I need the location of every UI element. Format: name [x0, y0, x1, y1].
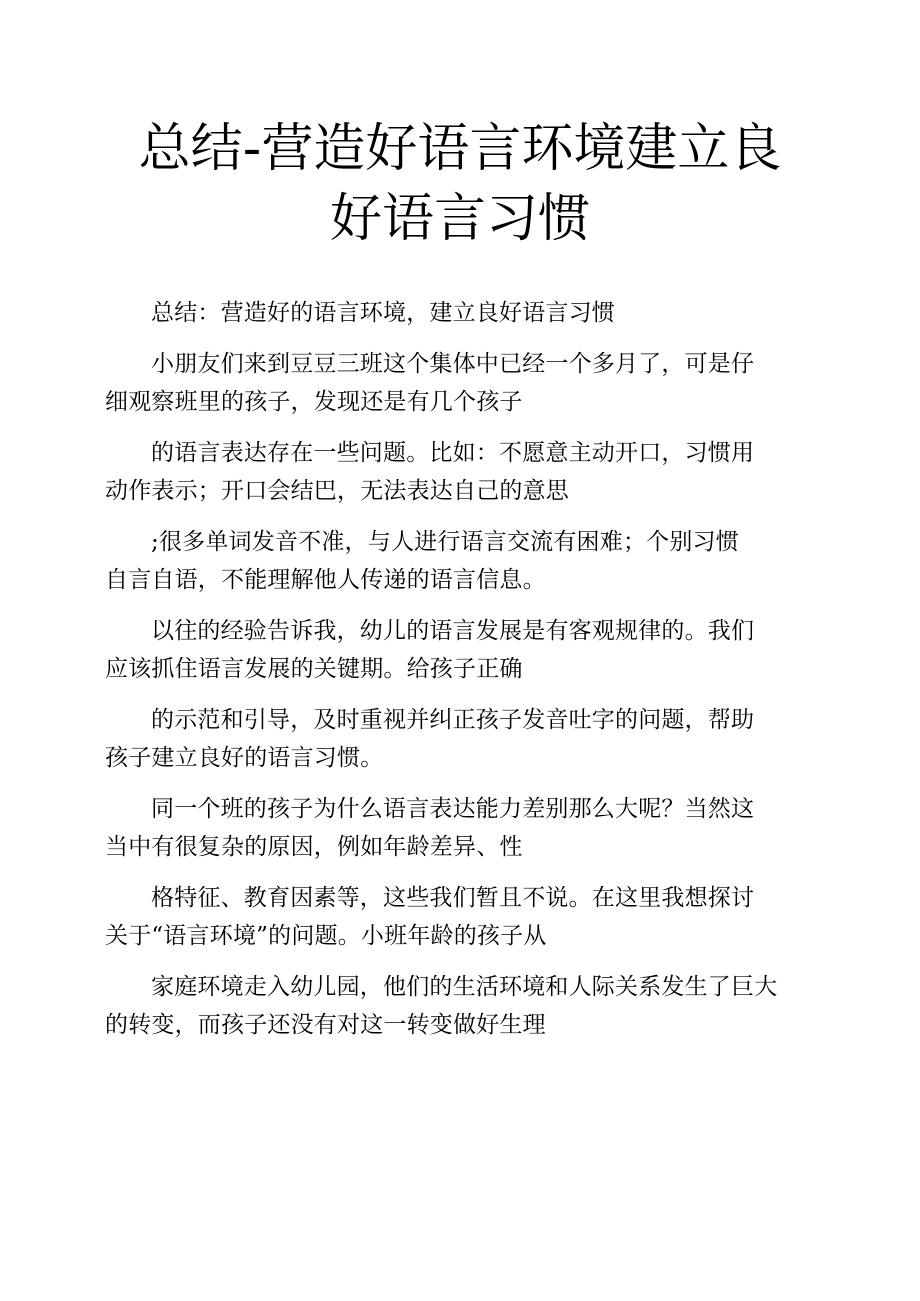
paragraph-4	[105, 523, 835, 599]
document-title	[60, 114, 860, 254]
paragraph-line: 孩子建立良好的语言习惯。	[105, 745, 384, 771]
paragraph-7	[105, 790, 835, 866]
paragraph-8	[105, 879, 835, 955]
paragraph-6	[105, 701, 835, 777]
paragraph-line: 细观察班里的孩子，发现还是有几个孩子	[105, 389, 523, 415]
paragraph-line: 小朋友们来到豆豆三班这个集体中已经一个多月了，可是仔	[151, 351, 755, 377]
paragraph-line: 应该抓住语言发展的关键期。给孩子正确	[105, 656, 523, 682]
paragraph-line: 的示范和引导，及时重视并纠正孩子发音吐字的问题，帮助	[151, 707, 755, 733]
paragraph-line: 的语言表达存在一些问题。比如：不愿意主动开口，习惯用	[151, 440, 755, 466]
paragraph-9	[105, 968, 835, 1044]
paragraph-line: 当中有很复杂的原因，例如年龄差异、性	[105, 834, 523, 860]
paragraph-line: 关于“语言环境”的问题。小班年龄的孩子从	[105, 923, 547, 949]
paragraph-2	[105, 345, 835, 421]
document-body	[105, 294, 835, 1057]
paragraph-line: 格特征、教育因素等，这些我们暂且不说。在这里我想探讨	[151, 885, 755, 911]
paragraph-line: 自言自语，不能理解他人传递的语言信息。	[105, 567, 546, 593]
paragraph-line: 的转变，而孩子还没有对这一转变做好生理	[105, 1012, 546, 1038]
paragraph-line: 总结：营造好的语言环境，建立良好语言习惯	[151, 300, 615, 326]
title-line-2: 好语言习惯	[329, 189, 590, 249]
paragraph-5	[105, 612, 835, 688]
paragraph-line: ;很多单词发音不准，与人进行语言交流有困难；个别习惯	[151, 529, 739, 555]
paragraph-line: 同一个班的孩子为什么语言表达能力差别那么大呢？当然这	[151, 796, 755, 822]
paragraph-1	[105, 294, 835, 332]
paragraph-line: 以往的经验告诉我，幼儿的语言发展是有客观规律的。我们	[151, 618, 755, 644]
paragraph-line: 动作表示；开口会结巴，无法表达自己的意思	[105, 478, 569, 504]
paragraph-line: 家庭环境走入幼儿园，他们的生活环境和人际关系发生了巨大	[151, 974, 778, 1000]
title-line-1: 总结-营造好语言环境建立良	[138, 119, 782, 179]
paragraph-3	[105, 434, 835, 510]
